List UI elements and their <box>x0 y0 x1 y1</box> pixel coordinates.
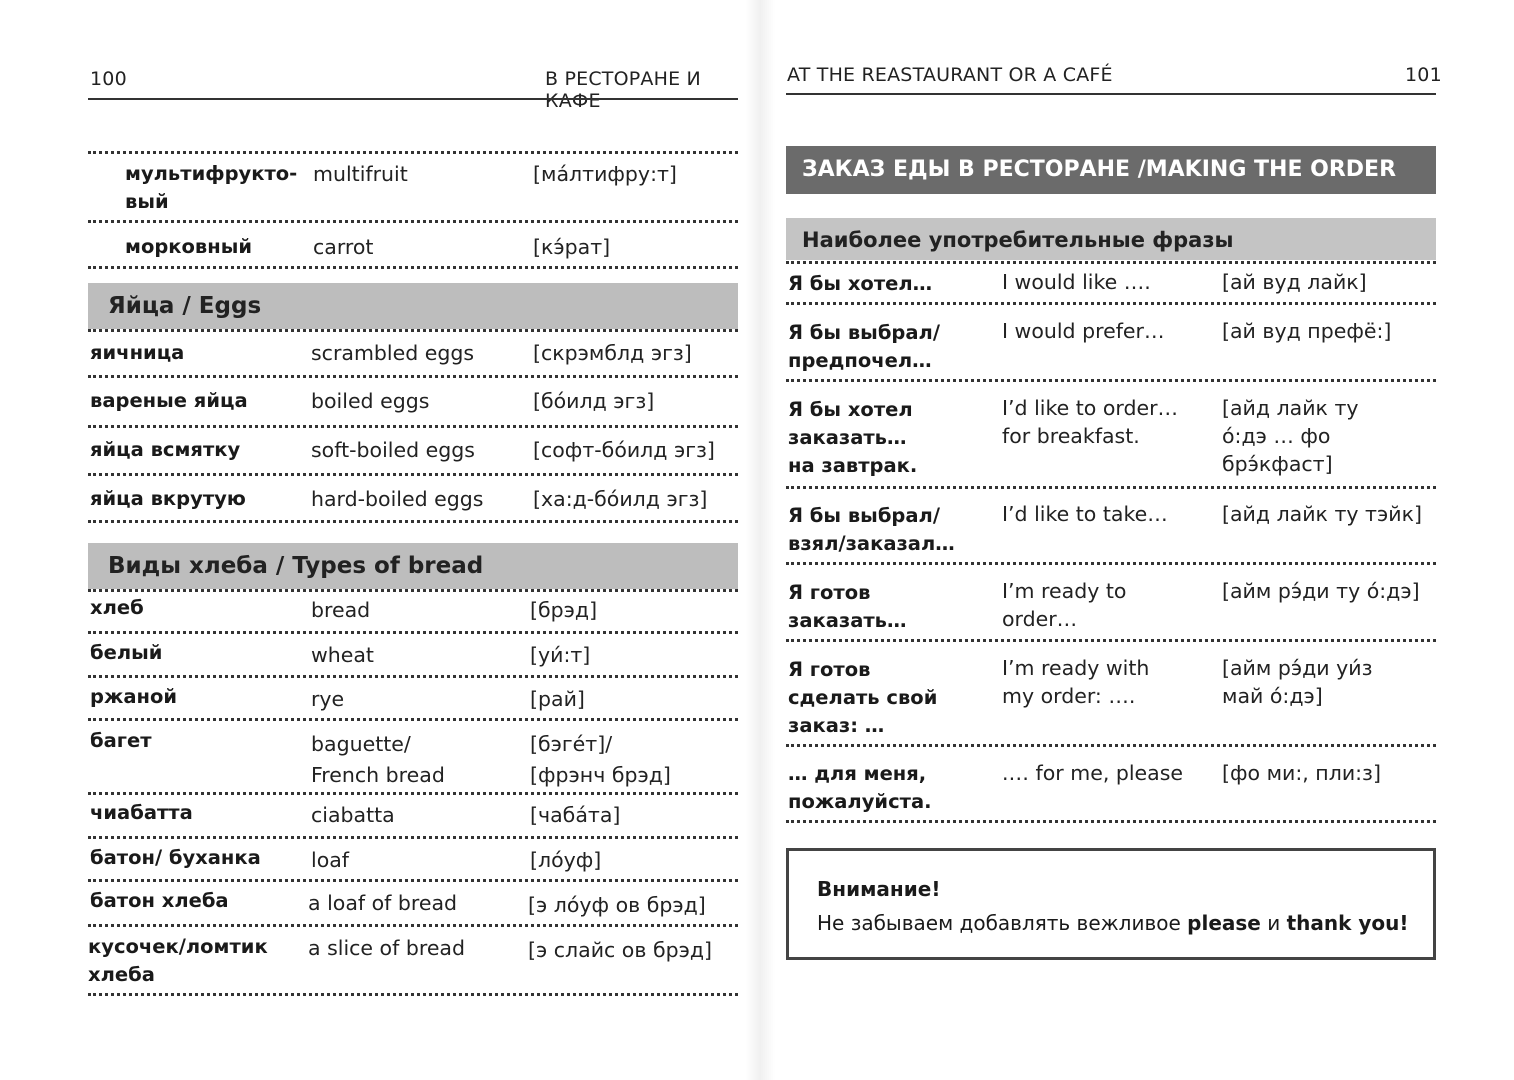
dotted-rule <box>88 879 738 882</box>
russian-term: батон/ буханка <box>90 846 261 869</box>
russian-term: хлеб <box>90 596 144 619</box>
english-term: bread <box>311 598 371 622</box>
english-phrase: I’m ready with my order: …. <box>1002 656 1150 708</box>
english-phrase: I’d like to take… <box>1002 502 1168 526</box>
transcription: [айм рэ́ди ту о́:дэ] <box>1222 579 1420 603</box>
section-header-phrases: Наиболее употребительные фразы <box>786 218 1436 260</box>
transcription: [э лóуф ов брэд] <box>528 893 706 917</box>
transcription: [лóуф] <box>530 848 602 872</box>
transcription: [скрэмблд эгз] <box>533 341 692 365</box>
notice-box <box>786 848 1436 960</box>
transcription: [рай] <box>530 687 585 711</box>
russian-term: багет <box>90 729 152 752</box>
russian-phrase: Я бы выбрал/ взял/заказал… <box>788 504 955 555</box>
page-number: 100 <box>90 68 127 90</box>
dotted-rule <box>786 261 1436 264</box>
english-term: wheat <box>311 643 374 667</box>
dotted-rule <box>88 329 738 332</box>
english-phrase: I’d like to order… for breakfast. <box>1002 396 1179 448</box>
english-term: baguette/ French bread <box>311 732 445 787</box>
russian-term: кусочек/ломтик хлеба <box>88 935 268 986</box>
english-term: loaf <box>311 848 350 872</box>
dotted-rule <box>88 425 738 428</box>
dotted-rule <box>786 820 1436 823</box>
russian-phrase: Я готов заказать… <box>788 581 907 632</box>
english-phrase: .… for me, please <box>1002 761 1184 785</box>
russian-term: чиабатта <box>90 801 193 824</box>
english-term: soft-boiled eggs <box>311 438 475 462</box>
dotted-rule <box>88 151 738 154</box>
dotted-rule <box>88 924 738 927</box>
page-number: 101 <box>1405 64 1442 86</box>
notice-title: Внимание! <box>817 877 941 901</box>
english-phrase: I would prefer… <box>1002 319 1165 343</box>
russian-term: яйца всмятку <box>90 438 241 461</box>
english-term: carrot <box>313 235 374 259</box>
transcription: [софт-бóилд эгз] <box>533 438 715 462</box>
russian-term: морковный <box>125 235 253 258</box>
running-head: AT THE REASTAURANT OR A CAFÉ <box>787 64 1113 86</box>
russian-term: вареные яйца <box>90 389 248 412</box>
transcription: [бэгéт]/ [фрэнч брэд] <box>530 732 671 787</box>
dotted-rule <box>786 379 1436 382</box>
transcription: [ай вуд префё:] <box>1222 319 1392 343</box>
transcription: [кэ́рат] <box>533 235 611 259</box>
notice-text: Не забываем добавлять вежливое please и thank you! <box>817 911 1409 935</box>
russian-phrase: … для меня, пожалуйста. <box>788 762 932 813</box>
dotted-rule <box>88 589 738 592</box>
english-term: rye <box>311 687 345 711</box>
transcription: [айм рэ́ди уи́з май о́:дэ] <box>1222 656 1373 708</box>
dotted-rule <box>88 836 738 839</box>
transcription: [э слайс ов брэд] <box>528 938 713 962</box>
english-term: hard-boiled eggs <box>311 487 484 511</box>
dotted-rule <box>786 302 1436 305</box>
dotted-rule <box>88 675 738 678</box>
transcription: [ха:д-бóилд эгз] <box>533 487 708 511</box>
dotted-rule <box>786 486 1436 489</box>
transcription: [ай вуд лайк] <box>1222 270 1367 294</box>
dotted-rule <box>88 520 738 523</box>
transcription: [мáлтифру:т] <box>533 162 677 186</box>
transcription: [чабáта] <box>530 803 621 827</box>
english-term: multifruit <box>313 162 408 186</box>
english-term: boiled eggs <box>311 389 430 413</box>
dotted-rule <box>786 744 1436 747</box>
english-phrase: I would like …. <box>1002 270 1151 294</box>
dotted-rule <box>786 639 1436 642</box>
header-rule <box>88 98 738 100</box>
transcription: [брэд] <box>530 598 598 622</box>
dotted-rule <box>88 718 738 721</box>
russian-phrase: Я готов сделать свой заказ: … <box>788 658 938 737</box>
russian-term: ржаной <box>90 685 178 708</box>
dotted-rule <box>88 792 738 795</box>
russian-term: белый <box>90 641 163 664</box>
russian-term: яичница <box>90 341 185 364</box>
dotted-rule <box>88 375 738 378</box>
dotted-rule <box>88 220 738 223</box>
russian-phrase: Я бы хотел заказать… на завтрак. <box>788 398 918 477</box>
russian-phrase: Я бы выбрал/ предпочел… <box>788 321 940 372</box>
russian-term: яйца вкрутую <box>90 487 246 510</box>
transcription: [айд лайк ту о́:дэ … фо брэ́кфаст] <box>1222 396 1359 476</box>
russian-phrase: Я бы хотел… <box>788 272 933 295</box>
transcription: [бóилд эгз] <box>533 389 655 413</box>
english-term: ciabatta <box>311 803 395 827</box>
dotted-rule <box>88 473 738 476</box>
english-term: a slice of bread <box>308 936 466 960</box>
english-term: a loaf of bread <box>308 891 458 915</box>
dotted-rule <box>88 631 738 634</box>
section-header-order: ЗАКАЗ ЕДЫ В РЕСТОРАНЕ /MAKING THE ORDER <box>786 146 1436 194</box>
section-header-bread: Виды хлеба / Types of bread <box>88 543 738 589</box>
section-header-eggs: Яйца / Eggs <box>88 283 738 329</box>
header-rule <box>786 93 1436 95</box>
russian-term: батон хлеба <box>90 889 229 912</box>
russian-term: мультифрукто- вый <box>125 162 298 213</box>
transcription: [уи́:т] <box>530 643 591 667</box>
dotted-rule <box>88 993 738 996</box>
running-head: В РЕСТОРАНЕ И КАФЕ <box>545 68 701 112</box>
english-term: scrambled eggs <box>311 341 475 365</box>
dotted-rule <box>88 266 738 269</box>
english-phrase: I’m ready to order… <box>1002 579 1127 631</box>
dotted-rule <box>786 562 1436 565</box>
transcription: [айд лайк ту тэйк] <box>1222 502 1422 526</box>
transcription: [фо ми:, пли:з] <box>1222 761 1381 785</box>
